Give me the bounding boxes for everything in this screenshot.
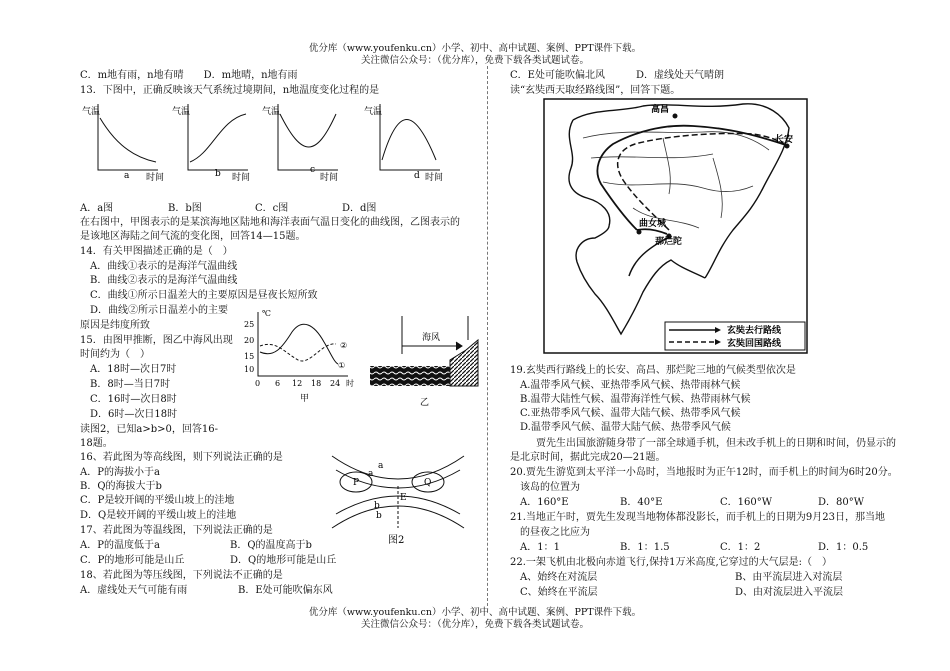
city-nalanto: 那烂陀 xyxy=(655,237,683,247)
intro-20-line1: 贾先生出国旅游随身带了一部全球通手机，但未改手机上的日期和时间，仍显示的 xyxy=(536,438,896,449)
q16-stem: 16、若此图为等高线图，则下列说法正确的是 xyxy=(80,452,283,463)
graph-b-ylabel: 气温 xyxy=(172,107,191,117)
graph-a-ylabel: 气温 xyxy=(82,107,101,117)
q12-options: C．m地有雨，n地有晴 D．m地晴，n地有雨 xyxy=(80,70,298,81)
q20-option-a: A．160°E xyxy=(520,497,569,508)
fig-jia-xunit: 时 xyxy=(346,379,354,388)
q14-option-c: C．曲线①所示日温差大的主要原因是昼夜长短所致 xyxy=(90,290,318,301)
legend-outbound: 玄奘去行路线 xyxy=(727,326,782,336)
q22-option-c: C、始终在平流层 xyxy=(520,587,598,598)
column-divider xyxy=(487,66,488,606)
graph-d-label: d xyxy=(414,171,420,181)
intro-14-line1: 在右图中，甲图表示的是某滨海地区陆地和海洋表面气温日变化的曲线图，乙图表示的 xyxy=(80,217,460,228)
intro-20-line2: 是北京时间，据此完成20—21题。 xyxy=(510,452,666,463)
q13-option-b: B．b图 xyxy=(168,203,202,214)
q20-option-d: D．80°W xyxy=(818,497,865,508)
fig-jia-ytick-25: 25 xyxy=(244,320,255,329)
graph-a-xlabel: 时间 xyxy=(146,173,165,183)
q17-option-b: B．Q的温度高于b xyxy=(230,540,312,551)
q17-stem: 17、若此图为等温线图，下列说法正确的是 xyxy=(80,525,273,536)
fig2-label-e: E xyxy=(400,493,407,503)
fig-jia-xtick-18: 18 xyxy=(311,379,322,388)
q14-option-d-cont: 原因是纬度所致 xyxy=(80,320,150,331)
graph-c-label: c xyxy=(310,165,316,175)
legend-return: 玄奘回国路线 xyxy=(727,339,782,349)
q21-option-b: B．1：1.5 xyxy=(620,542,670,553)
fig-jia-xtick-6: 6 xyxy=(275,379,281,388)
q14-option-a: A．曲线①表示的是海洋气温曲线 xyxy=(90,261,238,272)
q18-option-d: D．虚线处天气晴朗 xyxy=(636,70,725,81)
fig-jia-curve2: ② xyxy=(340,341,348,350)
q13-option-a: A．a图 xyxy=(80,203,114,214)
footer-line-2: 关注微信公众号：（优分库），免费下载各类试题试卷。 xyxy=(360,619,589,630)
q21-stem-cont: 的昼夜之比应为 xyxy=(520,527,590,538)
q13-stem: 13．下图中，正确反映该天气系统过境期间，n地温度变化过程的是 xyxy=(80,85,380,96)
intro-14-line2: 是该地区海陆之间气流的变化图，回答14—15题。 xyxy=(80,231,306,242)
q17-option-d: D．Q的地形可能是山丘 xyxy=(230,555,337,566)
q21-stem: 21.当地正午时，贾先生发现当地物体都没影长，而手机上的日期为9月23日，那当地 xyxy=(510,512,885,523)
intro-16-line1: 读图2，已知a>b>0，回答16- xyxy=(80,424,218,435)
q18-option-b: B．E处可能吹偏东风 xyxy=(238,585,333,596)
q21-option-d: D．1：0.5 xyxy=(818,542,869,553)
fig-yi-label: 海风 xyxy=(422,333,441,343)
xuanzang-map xyxy=(543,98,808,354)
fig-jia-xtick-12: 12 xyxy=(292,379,303,388)
q16-option-b: B．Q的海拔大于b xyxy=(80,481,162,492)
graph-c-ylabel: 气温 xyxy=(262,107,281,117)
q22-option-d: D、由对流层进入平流层 xyxy=(735,587,844,598)
q20-stem-cont: 该岛的位置为 xyxy=(520,482,580,493)
q16-option-a: A．P的海拔小于a xyxy=(80,467,160,478)
fig-jia-caption: 甲 xyxy=(300,394,310,404)
fig2-label-q: Q xyxy=(424,478,432,488)
intro-16-line2: 18题。 xyxy=(80,438,113,449)
q18-option-a: A．虚线处天气可能有雨 xyxy=(80,585,188,596)
graph-d-ylabel: 气温 xyxy=(364,107,383,117)
map-intro: 读“玄奘西天取经路线图”，回答下题。 xyxy=(510,85,681,96)
graph-a-label: a xyxy=(124,171,130,181)
fig2-label-b1: b xyxy=(374,501,380,511)
q19-stem: 19.玄奘西行路线上的长安、高昌、那烂陀三地的气候类型依次是 xyxy=(510,365,796,376)
q16-option-c: C．P是较开阔的平缓山坡上的洼地 xyxy=(80,495,235,506)
q13-graphs xyxy=(80,98,475,186)
city-changan: 长安 xyxy=(775,135,794,145)
city-gaochang: 高昌 xyxy=(651,105,670,115)
q15-option-c: C．16时—次日8时 xyxy=(90,394,177,405)
q15-option-d: D．6时—次日18时 xyxy=(90,409,178,420)
city-qunvcheng: 曲女城 xyxy=(639,219,667,229)
q17-option-a: A．P的温度低于a xyxy=(80,540,160,551)
q18-option-c: C．E处可能吹偏北风 xyxy=(510,70,605,81)
fig2-label-a1: a xyxy=(378,461,384,471)
q14-stem: 14．有关甲图描述正确的是（ ） xyxy=(80,246,233,257)
fig2-label-p: P xyxy=(353,478,360,488)
fig2-label-b2: b xyxy=(376,511,382,521)
q15-stem-cont: 时间约为（ ） xyxy=(80,349,150,360)
q20-option-b: B．40°E xyxy=(620,497,663,508)
graph-b-xlabel: 时间 xyxy=(232,173,251,183)
q15-stem: 15．由图甲推断，图乙中海风出现 xyxy=(80,335,233,346)
q14-option-b: B．曲线②表示的是海洋气温曲线 xyxy=(90,275,238,286)
q19-option-a: A.温带季风气候、亚热带季风气候、热带雨林气候 xyxy=(520,380,741,391)
graph-b-label: b xyxy=(215,169,221,179)
q13-option-c: C．c图 xyxy=(255,203,289,214)
q15-option-b: B．8时—当日7时 xyxy=(90,379,171,390)
graph-d-xlabel: 时间 xyxy=(425,173,444,183)
q13-option-d: D．d图 xyxy=(342,203,377,214)
figure-yi xyxy=(366,310,484,410)
fig2-label-a2: a xyxy=(368,469,374,479)
q20-stem: 20.贾先生游览到太平洋一小岛时，当地报时为正午12时，而手机上的时间为6时20分。 xyxy=(510,467,898,478)
fig-jia-xtick-24: 24 xyxy=(330,379,341,388)
fig-jia-curve1: ① xyxy=(338,361,346,370)
figure-2 xyxy=(328,440,468,550)
q22-stem: 22.一架飞机由北极向赤道飞行,保持1万米高度,它穿过的大气层是:（ ） xyxy=(510,557,832,568)
fig2-caption: 图2 xyxy=(388,535,405,546)
footer-line-1: 优分库（www.youfenku.cn）小学、初中、高中试题、案例、PPT课件下载。 xyxy=(308,607,642,618)
q18-stem: 18、若此图为等压线图，下列说法不正确的是 xyxy=(80,570,283,581)
fig-jia-unit: ℃ xyxy=(262,309,271,318)
q19-option-d: D.温带季风气候、温带大陆气候、热带季风气候 xyxy=(520,422,731,433)
q17-option-c: C．P的地形可能是山丘 xyxy=(80,555,185,566)
fig-jia-ytick-10: 10 xyxy=(244,365,255,374)
q22-option-b: B、由平流层进入对流层 xyxy=(735,572,843,583)
fig-jia-ytick-20: 20 xyxy=(244,336,255,345)
q19-option-b: B.温带大陆性气候、温带海洋性气候、热带雨林气候 xyxy=(520,394,751,405)
q21-option-a: A．1：1 xyxy=(520,542,560,553)
q16-option-d: D．Q是较开阔的平缓山坡上的洼地 xyxy=(80,510,237,521)
header-line-1: 优分库（www.youfenku.cn）小学、初中、高中试题、案例、PPT课件下载。 xyxy=(308,43,642,54)
fig-jia-ytick-15: 15 xyxy=(244,352,255,361)
graph-c-xlabel: 时间 xyxy=(320,173,339,183)
q14-option-d: D．曲线②所示日温差小的主要 xyxy=(90,305,229,316)
fig-yi-caption: 乙 xyxy=(420,398,430,408)
q19-option-c: C.亚热带季风气候、温带大陆气候、热带季风气候 xyxy=(520,408,741,419)
q15-option-a: A．18时—次日7时 xyxy=(90,364,177,375)
q22-option-a: A、始终在对流层 xyxy=(520,572,598,583)
q20-option-c: C．160°W xyxy=(720,497,773,508)
figure-jia xyxy=(238,306,363,406)
q21-option-c: C．1：2 xyxy=(720,542,761,553)
fig-jia-xtick-0: 0 xyxy=(255,379,261,388)
header-line-2: 关注微信公众号：（优分库），免费下载各类试题试卷。 xyxy=(360,55,589,66)
